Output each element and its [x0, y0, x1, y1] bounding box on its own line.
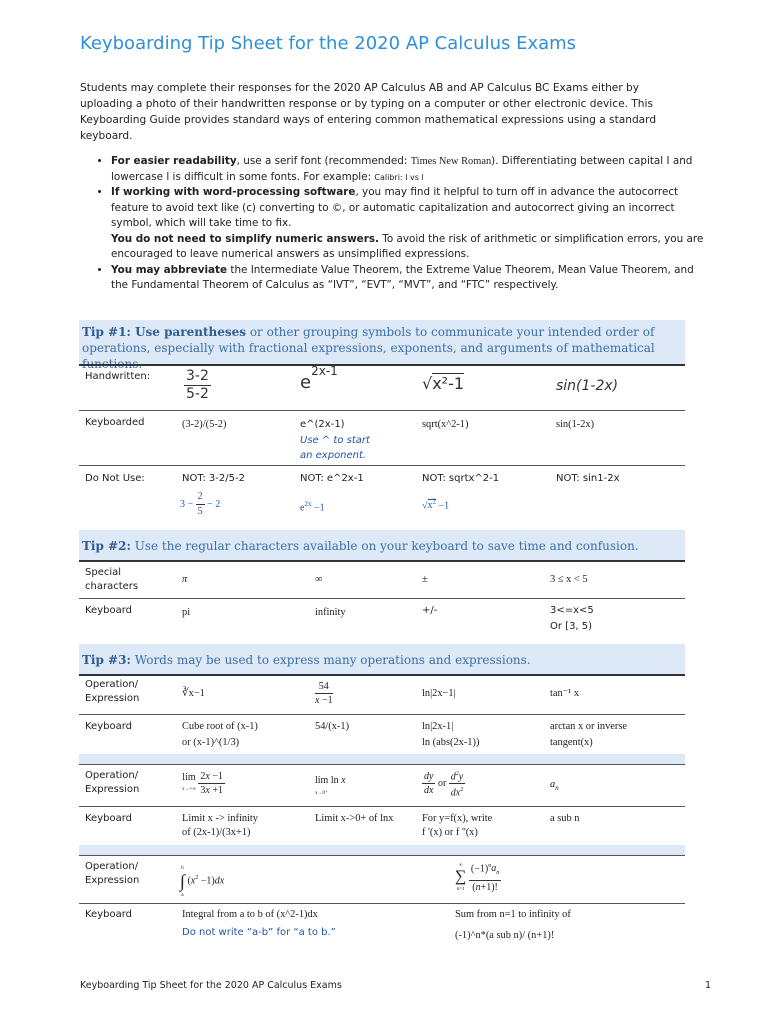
kb-cube-root-1: Cube root of (x-1)	[182, 721, 258, 732]
expr-fraction: 54 x −1	[315, 681, 333, 706]
calibri-example: Calibri: I vs l	[374, 172, 424, 182]
tip1-banner: Tip #1: Use parentheses or other grouping symbols to communicate your intended order of operations, especially with fractional expressions, exponents, and arguments of mathematical	[79, 320, 685, 364]
kb-arctan-2: tangent(x)	[550, 737, 593, 748]
table-rule	[79, 855, 685, 856]
tip2-banner: Tip #2: Use the regular characters available on your keyboard to save time and confusion.	[79, 530, 685, 560]
bullet-abbreviate: • You may abbreviate the Intermediate Value Theorem, the Extreme Value Theorem, Mean Value Theorem, and the Fundamental Theorem of Calculus as “IVT”, “EVT”, “MVT”, and “FTC” respectively.	[111, 263, 711, 294]
row-label-keyboarded: Keyboarded	[85, 417, 145, 428]
kb-ln-abs-1: ln|2x-1|	[422, 721, 454, 732]
expr-limit-ln: lim ln x x→0⁺	[315, 775, 346, 796]
special-pi: π	[182, 574, 188, 585]
table-rule	[79, 764, 685, 765]
row-label-keyboard: Keyboard	[85, 605, 133, 616]
kb-integral: Integral from a to b of (x^2-1)dx	[182, 909, 318, 920]
page-title: Keyboarding Tip Sheet for the 2020 AP Calculus Exams	[80, 33, 577, 54]
expr-series: ∞ ∑ n=1 $\frac{(-1)^na_n}{(n+1)!}$	[455, 860, 501, 894]
expr-ln-abs: ln|2x−1|	[422, 688, 456, 699]
table-rule	[79, 806, 685, 807]
table-rule	[79, 364, 685, 366]
keyboarded-sqrt: sqrt(x^2-1)	[422, 419, 469, 430]
table-rule	[79, 714, 685, 715]
table-rule	[79, 674, 685, 676]
keyboard-interval: Or [3, 5)	[550, 621, 593, 632]
kb-limit-2: of (2x-1)/(3x+1)	[182, 827, 251, 838]
kb-series-1: Sum from n=1 to infinity of	[455, 909, 571, 920]
tips-bullet-list	[95, 154, 711, 294]
keyboard-infinity: infinity	[315, 607, 346, 618]
kb-a-sub-n: a sub n	[550, 813, 580, 824]
table-rule	[79, 465, 685, 466]
row-label-handwritten: Handwritten:	[85, 371, 151, 382]
keyboarded-sin: sin(1-2x)	[556, 419, 595, 430]
handwritten-exponent: $e^{2x-1}$	[300, 364, 338, 393]
page-number: 1	[705, 980, 712, 991]
special-plusminus: ±	[422, 574, 428, 585]
kb-limit-1: Limit x -> infinity	[182, 813, 258, 824]
row-label-expression: Expression	[85, 784, 140, 795]
row-label-keyboard: Keyboard	[85, 813, 133, 824]
donot-exponent-render: $e^{2x} -1$	[300, 500, 325, 514]
handwritten-fraction: 3-2 5-2	[186, 368, 209, 402]
special-inequality: 3 ≤ x < 5	[550, 574, 588, 585]
donot-sqrt-render: $√x^2 -1$	[422, 498, 450, 512]
row-label-operation: Operation/	[85, 861, 139, 872]
kb-fraction: 54/(x-1)	[315, 721, 350, 732]
donot-sin: NOT: sin1-2x	[556, 473, 620, 484]
keyboard-inequality: 3<=x<5	[550, 605, 594, 616]
donot-fraction-render: 3 − $\frac{2}{5}$ − 2	[180, 491, 221, 517]
handwritten-sqrt: √x²-1	[422, 374, 465, 393]
expr-integral: b ∫ a $(x^2 -1)dx$	[180, 866, 225, 898]
kb-cube-root-2: or (x-1)^(1/3)	[182, 737, 240, 748]
page-footer: Keyboarding Tip Sheet for the 2020 AP Calculus Exams	[80, 980, 342, 991]
expr-a-sub-n: $a_n$	[550, 779, 559, 793]
keyboard-plusminus: +/-	[422, 605, 438, 616]
table-rule	[79, 598, 685, 599]
row-label-operation: Operation/	[85, 770, 139, 781]
kb-integral-note: Do not write “a-b” for “a to b.”	[182, 927, 336, 938]
tip3-banner: Tip #3: Words may be used to express many operations and expressions.	[79, 644, 685, 674]
table-rule	[79, 410, 685, 411]
row-label-special-2: characters	[85, 581, 139, 592]
exponent-note-line1: Use ^ to start	[300, 435, 370, 446]
row-label-keyboard: Keyboard	[85, 909, 133, 920]
row-label-operation: Operation/	[85, 679, 139, 690]
expr-limit: lim x→+∞ $\frac{2x -1}{3x +1}$	[182, 771, 223, 796]
row-label-keyboard: Keyboard	[85, 721, 133, 732]
table-rule	[79, 560, 685, 562]
kb-derivative-1: For y=f(x), write	[422, 813, 493, 824]
keyboarded-fraction: (3-2)/(5-2)	[182, 419, 227, 430]
row-separator-band	[79, 845, 685, 855]
handwritten-sin: sin(1-2x)	[556, 378, 619, 394]
expr-derivatives: $\frac{dy}{dx}$ or $\frac{d^2y}{dx^2}$	[422, 768, 465, 800]
bullet-readability: • For easier readability, use a serif font (recommended: Times New Roman). Differentiating between capital I and lowercase l is difficult in some fonts. For example: Calibri: I vs l	[111, 154, 711, 185]
bullet-word-processing: • If working with word-processing software, you may find it helpful to turn off in advance the autocorrect feature to avoid text like (c) converting to ©, or automatic capitalization and autocorrect giving an incorrect symbol, which will take time to fix. You do not need to simplify numeric answers. To avoid the risk of arithmetic or simplification errors, you are encouraged to leave numerical answers as unsimplified expressions.	[111, 185, 711, 263]
donot-fraction: NOT: 3-2/5-2	[182, 473, 245, 484]
expr-cube-root: ∛x−1	[182, 688, 205, 699]
row-label-donot: Do Not Use:	[85, 473, 145, 484]
expr-arctan: tan⁻¹ x	[550, 688, 580, 699]
kb-derivative-2: f '(x) or f ''(x)	[422, 827, 478, 838]
row-label-expression: Expression	[85, 693, 140, 704]
keyboard-pi: pi	[182, 607, 191, 618]
keyboarded-exponent: e^(2x-1)	[300, 419, 345, 430]
donot-exponent: NOT: e^2x-1	[300, 473, 364, 484]
donot-sqrt: NOT: sqrtx^2-1	[422, 473, 500, 484]
kb-limit-ln: Limit x->0+ of lnx	[315, 813, 394, 824]
kb-ln-abs-2: ln (abs(2x-1))	[422, 737, 480, 748]
kb-series-2: (-1)^n*(a sub n)/ (n+1)!	[455, 930, 555, 941]
row-separator-band	[79, 754, 685, 764]
table-rule	[79, 903, 685, 904]
row-label-expression: Expression	[85, 875, 140, 886]
exponent-note-line2: an exponent.	[300, 450, 367, 461]
special-infinity: ∞	[315, 574, 323, 585]
intro-paragraph: Students may complete their responses for the 2020 AP Calculus AB and AP Calculus BC Exams either by uploading a photo of their handwritten response or by typing on a computer or other electronic device. This Keyboarding Guide provides standard ways of entering common mathematical expressions using a standard keyboard.	[80, 82, 657, 142]
row-label-special-1: Special	[85, 567, 122, 578]
kb-arctan-1: arctan x or inverse	[550, 721, 628, 732]
